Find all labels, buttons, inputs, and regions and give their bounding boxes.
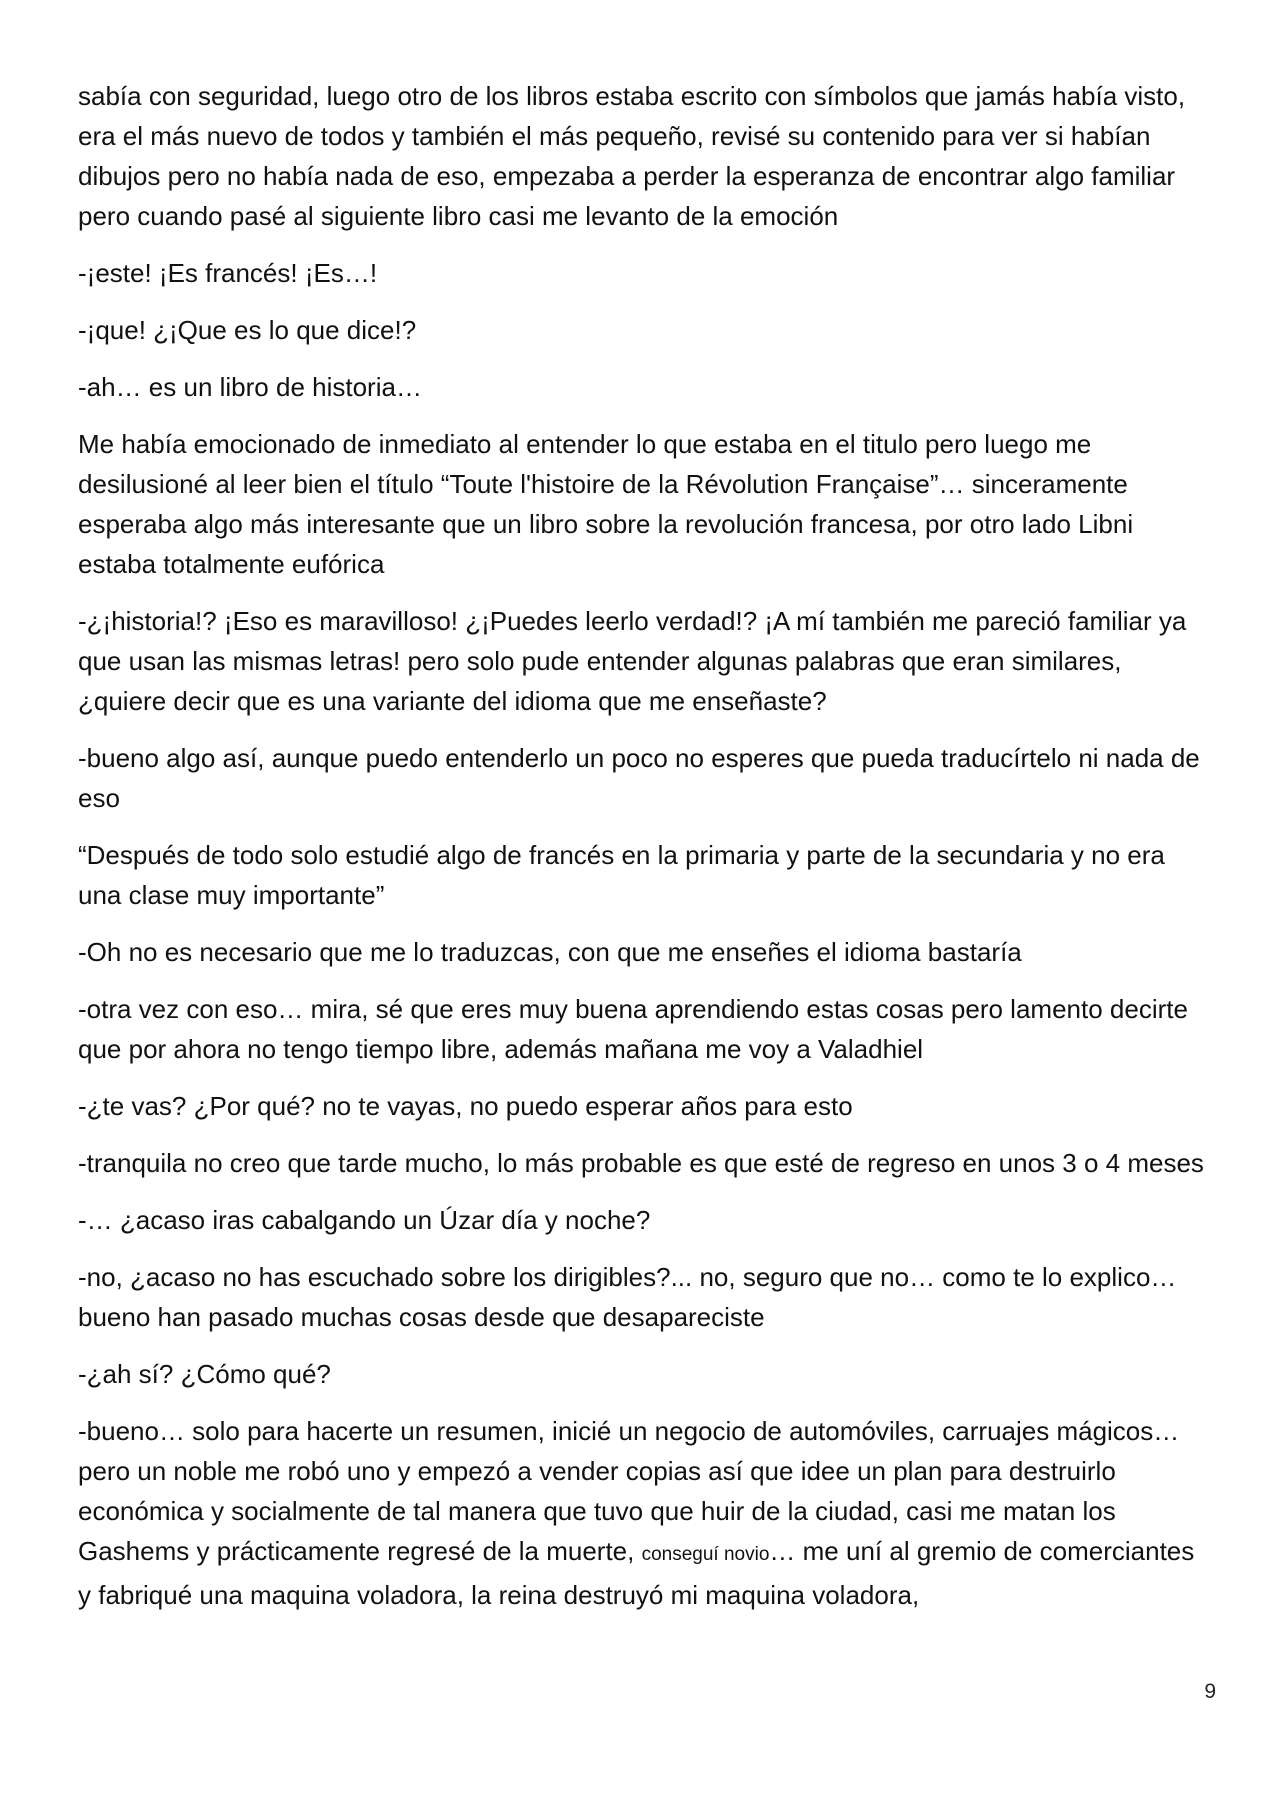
body-text bbox=[78, 76, 1206, 1632]
paragraph: -¡este! ¡Es francés! ¡Es…! bbox=[78, 258, 378, 288]
paragraph: -¿ah sí? ¿Cómo qué? bbox=[78, 1359, 331, 1389]
small-text: conseguí novio bbox=[641, 1544, 770, 1565]
paragraph: -… ¿acaso iras cabalgando un Úzar día y noche? bbox=[78, 1205, 651, 1235]
page-number: 9 bbox=[1204, 1680, 1216, 1703]
paragraph: -bueno algo así, aunque puedo entenderlo un poco no esperes que pueda traducírtelo ni nada de eso bbox=[78, 743, 1200, 813]
paragraph: “Después de todo solo estudié algo de francés en la primaria y parte de la secundaria y no era una clase muy importante” bbox=[78, 840, 1165, 910]
paragraph-text-part: -bueno… solo para hacerte un resumen, inicié un negocio de automóviles, carruajes mágicos… pero un noble me robó uno y empezó a vender copias así que idee un plan para destruirlo económica y socialmente de tal manera que tuvo que huir de la ciudad, casi me matan los Gashems y prácticamente regresé de la muerte, bbox=[78, 1416, 1180, 1566]
paragraph: sabía con seguridad, luego otro de los libros estaba escrito con símbolos que jamás había visto, era el más nuevo de todos y también el más pequeño, revisé su contenido para ver si habían dibujos pero no había nada de eso, empezaba a perder la esperanza de encontrar algo familiar pero cuando pasé al siguiente libro casi me levanto de la emoción bbox=[78, 81, 1186, 231]
paragraph: -tranquila no creo que tarde mucho, lo más probable es que esté de regreso en unos 3 o 4 meses bbox=[78, 1148, 1204, 1178]
paragraph: -¡que! ¿¡Que es lo que dice!? bbox=[78, 315, 417, 345]
paragraph: -ah… es un libro de historia… bbox=[78, 372, 422, 402]
paragraph: -¿te vas? ¿Por qué? no te vayas, no puedo esperar años para esto bbox=[78, 1091, 853, 1121]
paragraph-last bbox=[78, 1411, 1206, 1615]
paragraph: Me había emocionado de inmediato al entender lo que estaba en el titulo pero luego me desilusioné al leer bien el título “Toute l'histoire de la Révolution Française”… sinceramente esperaba algo más interesante que un libro sobre la revolución francesa, por otro lado Libni estaba totalmente eufórica bbox=[78, 429, 1134, 579]
paragraph: -no, ¿acaso no has escuchado sobre los dirigibles?... no, seguro que no… como te lo explico… bueno han pasado muchas cosas desde que desapareciste bbox=[78, 1262, 1177, 1332]
paragraph: -Oh no es necesario que me lo traduzcas, con que me enseñes el idioma bastaría bbox=[78, 937, 1022, 967]
paragraph: -¿¡historia!? ¡Eso es maravilloso! ¿¡Puedes leerlo verdad!? ¡A mí también me pareció familiar ya que usan las mismas letras! pero solo pude entender algunas palabras que eran similares, ¿quiere decir que es una variante del idioma que me enseñaste? bbox=[78, 606, 1187, 716]
paragraph: -otra vez con eso… mira, sé que eres muy buena aprendiendo estas cosas pero lamento decirte que por ahora no tengo tiempo libre, además mañana me voy a Valadhiel bbox=[78, 994, 1188, 1064]
paragraph-text-part: … me uní al gremio de comerciantes y fabriqué una maquina voladora, la reina destruyó mi maquina voladora, bbox=[78, 1536, 1195, 1610]
